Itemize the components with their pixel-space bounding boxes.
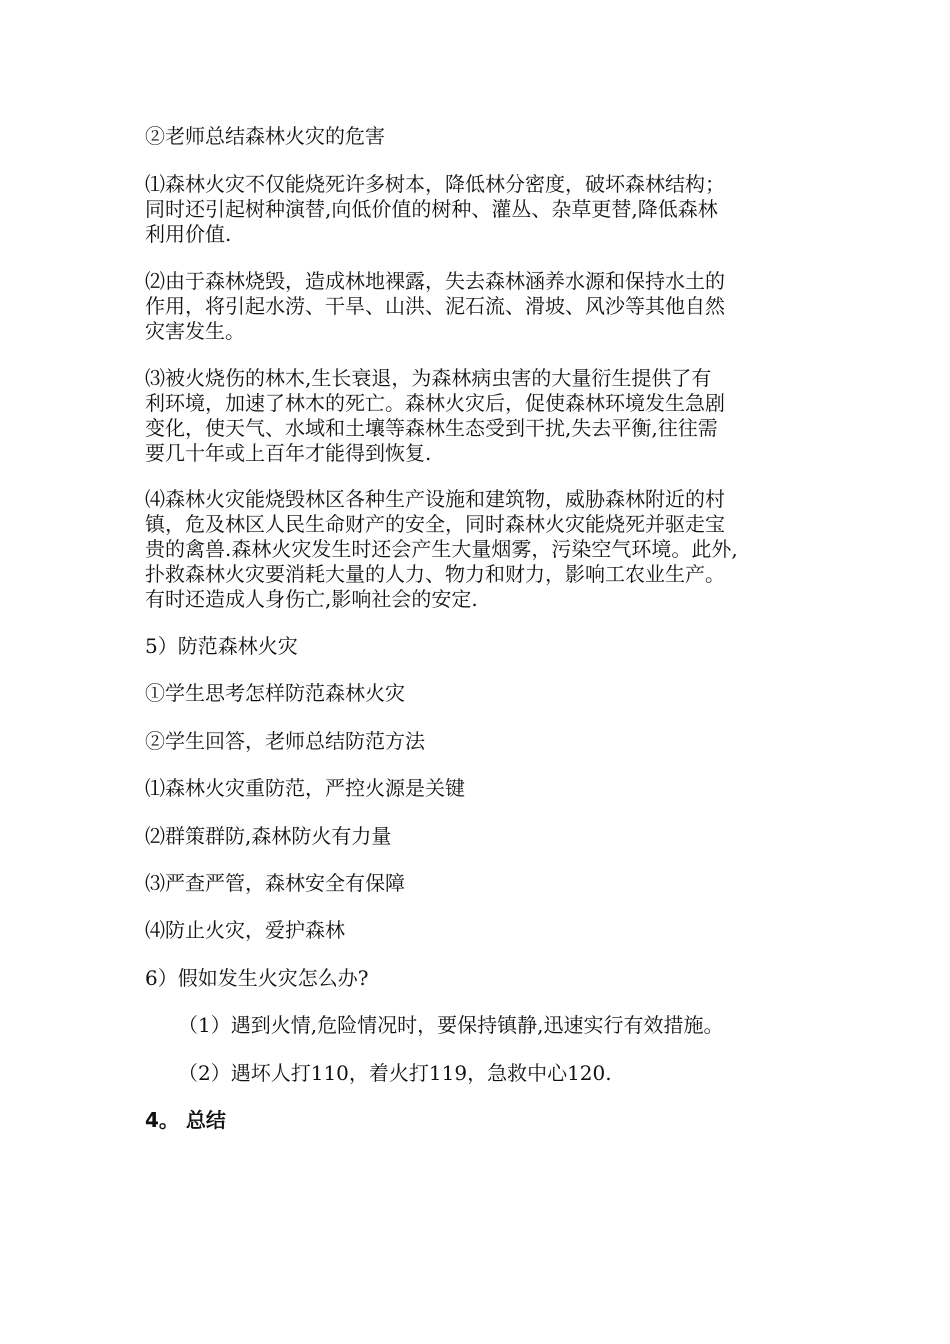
harm-4-line-1: ⑷森林火灾能烧毁林区各种生产设施和建筑物，威胁森林附近的村: [145, 487, 725, 511]
harm-1-line-3: 利用价值.: [145, 222, 232, 246]
harm-4-line-2: 镇，危及林区人民生命财产的安全，同时森林火灾能烧死并驱走宝: [145, 512, 725, 536]
harm-3-line-2: 利环境，加速了林木的死亡。森林火灾后，促使森林环境发生急剧: [145, 391, 725, 415]
harm-3-line-4: 要几十年或上百年才能得到恢复.: [145, 441, 432, 465]
action-2: （2）遇坏人打110，着火打119，急救中心120.: [178, 1061, 612, 1085]
section-6-heading: 6）假如发生火灾怎么办?: [145, 966, 369, 990]
method-1: ⑴森林火灾重防范，严控火源是关键: [145, 776, 465, 800]
step-2: ②学生回答，老师总结防范方法: [145, 729, 425, 753]
harm-3-line-3: 变化，使天气、水域和土壤等森林生态受到干扰,失去平衡,往往需: [145, 416, 718, 440]
method-3: ⑶严查严管，森林安全有保障: [145, 871, 405, 895]
harm-4-line-5: 有时还造成人身伤亡,影响社会的安定.: [145, 587, 478, 611]
harm-paragraph-1: [145, 172, 815, 247]
sub-heading-harm-summary: ②老师总结森林火灾的危害: [145, 124, 385, 148]
section-4-summary-heading: 4。 总结: [145, 1108, 226, 1132]
harm-paragraph-4: [145, 487, 815, 612]
harm-paragraph-3: [145, 366, 815, 466]
harm-paragraph-2: [145, 269, 815, 344]
harm-4-line-3: 贵的禽兽.森林火灾发生时还会产生大量烟雾，污染空气环境。此外,: [145, 537, 738, 561]
method-2: ⑵群策群防,森林防火有力量: [145, 824, 392, 848]
method-4: ⑷防止火灾，爱护森林: [145, 918, 345, 942]
harm-2-line-2: 作用，将引起水涝、干旱、山洪、泥石流、滑坡、风沙等其他自然: [145, 294, 725, 318]
action-1: （1）遇到火情,危险情况时，要保持镇静,迅速实行有效措施。: [178, 1013, 724, 1037]
section-5-heading: 5）防范森林火灾: [145, 634, 298, 658]
harm-2-line-3: 灾害发生。: [145, 319, 245, 343]
harm-3-line-1: ⑶被火烧伤的林木,生长衰退，为森林病虫害的大量衍生提供了有: [145, 366, 712, 390]
harm-2-line-1: ⑵由于森林烧毁，造成林地裸露，失去森林涵养水源和保持水土的: [145, 269, 725, 293]
harm-1-line-1: ⑴森林火灾不仅能烧死许多树本，降低林分密度，破坏森林结构；: [145, 172, 725, 196]
harm-1-line-2: 同时还引起树种演替,向低价值的树种、灌丛、杂草更替,降低森林: [145, 197, 718, 221]
step-1: ①学生思考怎样防范森林火灾: [145, 681, 405, 705]
harm-4-line-4: 扑救森林火灾要消耗大量的人力、物力和财力，影响工农业生产。: [145, 562, 725, 586]
